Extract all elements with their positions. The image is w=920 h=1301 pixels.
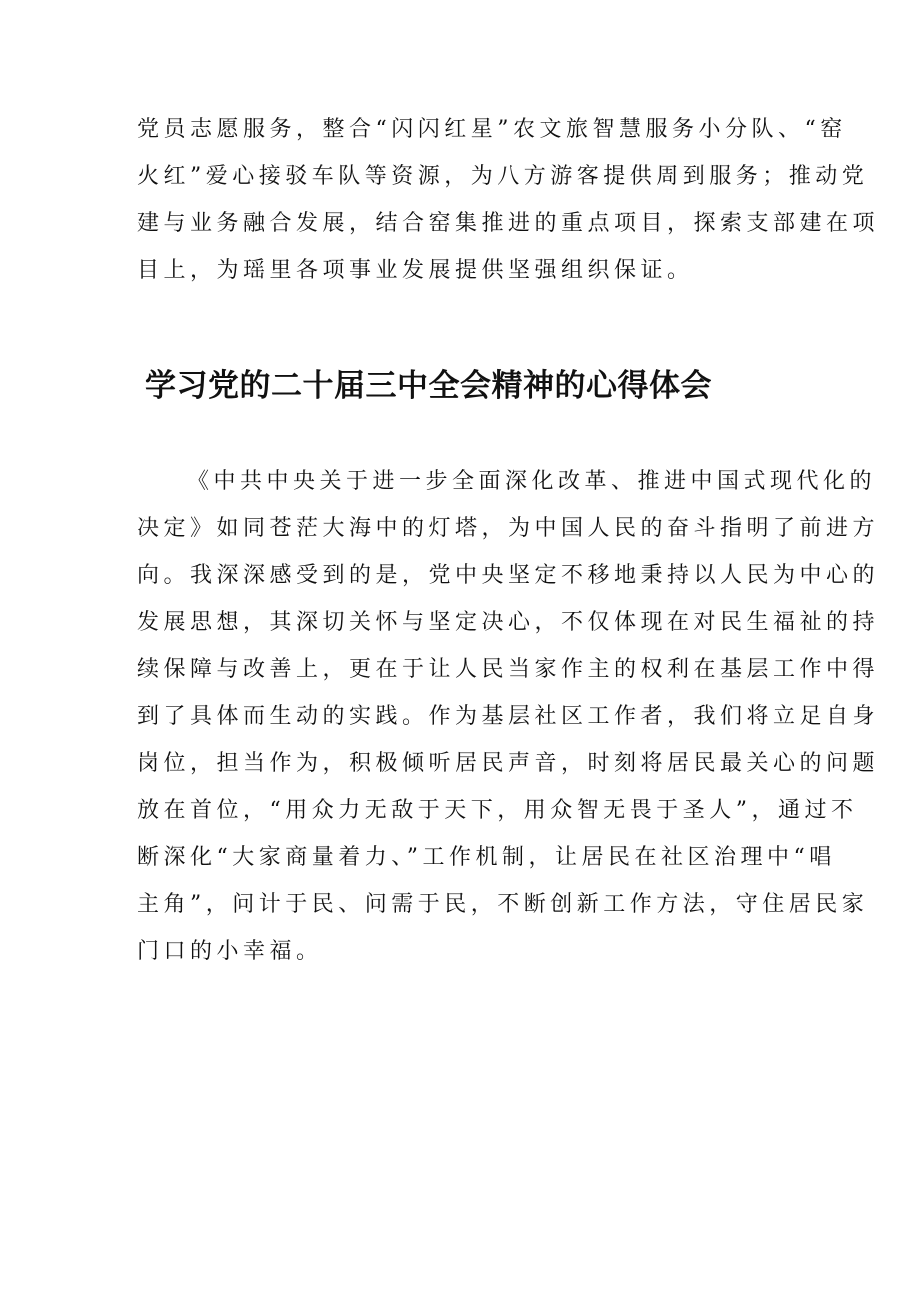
paragraph-line: 断深化“大家商量着力、”工作机制，让居民在社区治理中“唱 (137, 845, 836, 870)
paragraph-line: 放在首位，“用众力无敌于天下，用众智无畏于圣人”，通过不 (137, 798, 858, 823)
paragraph-line: 向。我深深感受到的是，党中央坚定不移地秉持以人民为中心的 (137, 563, 880, 588)
paragraph-line: 目上，为瑶里各项事业发展提供坚强组织保证。 (137, 258, 694, 283)
paragraph-line: 门口的小幸福。 (137, 939, 323, 964)
paragraph-line: 发展思想，其深切关怀与坚定决心，不仅体现在对民生福祉的持 (137, 610, 880, 635)
paragraph-line: 续保障与改善上，更在于让人民当家作主的权利在基层工作中得 (137, 657, 880, 682)
paragraph-line: 党员志愿服务，整合“闪闪红星”农文旅智慧服务小分队、“窑 (137, 117, 847, 142)
paragraph-line: 《中共中央关于进一步全面深化改革、推进中国式现代化的 (187, 469, 877, 494)
article-title: 学习党的二十届三中全会精神的心得体会 (145, 368, 712, 404)
paragraph-line: 主角”，问计于民、问需于民，不断创新工作方法，守住居民家 (137, 892, 869, 917)
paragraph-line: 建与业务融合发展，结合窑集推进的重点项目，探索支部建在项 (137, 211, 880, 236)
paragraph-line: 决定》如同苍茫大海中的灯塔，为中国人民的奋斗指明了前进方 (137, 516, 880, 541)
paragraph-line: 岗位，担当作为，积极倾听居民声音，时刻将居民最关心的问题 (137, 751, 880, 776)
paragraph-line: 火红”爱心接驳车队等资源，为八方游客提供周到服务；推动党 (137, 164, 869, 189)
paragraph-line: 到了具体而生动的实践。作为基层社区工作者，我们将立足自身 (137, 704, 880, 729)
